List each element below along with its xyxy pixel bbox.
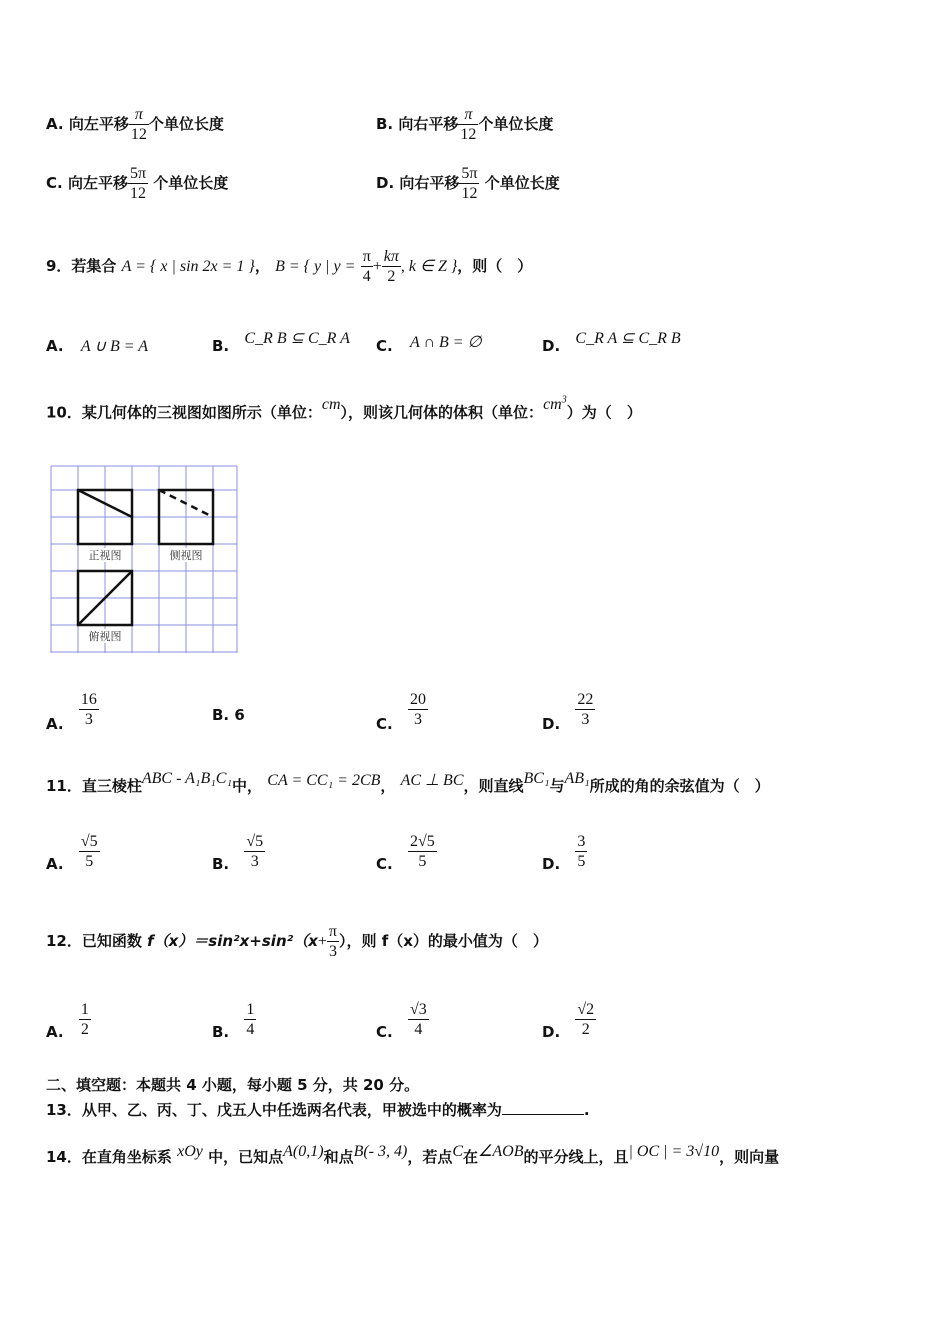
stem-text: ）为（ ） [566,403,642,422]
option-value: 6 [234,706,245,724]
q12-option-c [376,1000,429,1039]
point-a: A(0,1) [283,1143,324,1160]
three-view-grid [48,463,240,657]
fraction: $\frac{22}{3}$ [577,691,594,728]
stem-text: 14．在直角坐标系 [46,1148,172,1166]
option-text: 个单位长度 [478,115,554,133]
set-b-start: B = { y | y = [275,258,356,275]
fraction: $\frac{2√5}{5}$ [409,833,435,870]
answer-blank[interactable] [502,1100,584,1115]
option-label: B. [212,706,230,724]
coord-system: xOy [177,1143,203,1160]
fraction: $\frac{√5}{5}$ [80,833,98,870]
stem-text: 13．从甲、乙、丙、丁、戊五人中任选两名代表，甲被选中的概率为 [46,1101,502,1119]
option-label: A. [46,337,64,355]
q12-option-b [212,1000,256,1039]
option-label: C. [376,337,393,355]
front-view-label: 正视图 [88,549,122,562]
q12-stem [46,922,548,961]
stem-text: 12．已知函数 [46,932,142,950]
point-b: B(- 3, 4) [353,1143,408,1160]
option-label: D. [542,855,561,873]
fraction: $\frac{5\pi}{12}$ [461,165,478,202]
fraction: $\frac{3}{5}$ [577,833,586,870]
stem-text: 10．某几何体的三视图如图所示（单位： [46,403,322,422]
stem-text: ），则 f（x）的最小值为（ ） [338,932,548,950]
fraction: $\frac{√2}{2}$ [577,1001,595,1038]
section-heading: 二、填空题：本题共 4 小题，每小题 5 分，共 20 分。 [46,1076,420,1094]
option-label: C. [376,1023,393,1041]
stem-text: . [583,1101,590,1119]
line-ab1: AB₁ [564,770,590,787]
q10-stem [46,395,642,423]
q10-option-d [542,690,595,733]
option-expr: A ∩ B = ∅ [409,334,482,351]
option-label: A. [46,1023,64,1041]
stem-text: 中， [232,777,263,795]
stem-text: ），则该几何体的体积（单位： [340,403,544,422]
option-expr: A ∪ B = A [80,338,149,355]
option-label: D. [376,174,395,192]
unit: cm [321,396,341,414]
unit: cm [543,396,562,414]
option-text: 个单位长度 [484,174,560,192]
stem-text: 的平分线上，且 [523,1148,629,1166]
fraction: $\frac{√3}{4}$ [409,1001,427,1038]
point-c: C [452,1143,464,1160]
q12-option-a [46,1000,91,1039]
option-label: B. [212,855,230,873]
fraction: $\frac{5\pi}{12}$ [129,165,147,202]
option-label: B. [376,115,394,133]
q8-option-c [46,164,228,203]
fraction: $\frac{1}{4}$ [246,1001,255,1038]
fraction: $\frac{\pi}{3}$ [328,923,337,960]
option-label: A. [46,855,64,873]
option-label: D. [542,715,561,733]
stem-text: 和点 [323,1148,354,1166]
option-text: 向右平移 [399,174,460,192]
q11-option-b [212,832,265,871]
set-a: A = { x | sin 2x = 1 } [121,258,255,275]
q9-option-d [542,330,681,357]
stem-text: 中，已知点 [208,1148,284,1166]
option-label: C. [376,855,393,873]
fraction: $\frac{20}{3}$ [409,691,426,728]
plus-sign: + [317,933,327,950]
q13-stem [46,1100,590,1120]
fraction: $\frac{1}{2}$ [80,1001,89,1038]
stem-text: ，则直线 [463,777,524,795]
option-label: B. [212,1023,230,1041]
option-text: 向右平移 [398,115,459,133]
set-b-end: , k ∈ Z } [400,258,458,275]
option-label: B. [212,337,230,355]
option-text: 向左平移 [68,115,129,133]
punct: ， [380,777,396,795]
fraction: $\frac{\pi}{12}$ [130,106,147,143]
q10-option-a [46,690,99,733]
option-text: 个单位长度 [153,174,229,192]
norm-oc: | OC | = 3√10 [628,1143,720,1160]
fraction: $\frac{16}{3}$ [80,691,97,728]
stem-text: 11．直三棱柱 [46,777,142,795]
option-label: D. [542,337,561,355]
stem-text: 与 [549,777,565,795]
q11-stem [46,770,770,797]
three-view-figure [48,463,240,657]
option-expr: C_R B ⊆ C_R A [244,330,350,347]
q9-option-b [212,330,350,357]
fraction: $\frac{\pi}{12}$ [460,106,477,143]
plus-sign: + [372,258,382,275]
q9-option-c [376,336,482,357]
q11-option-c [376,832,437,871]
q8-option-a [46,105,224,144]
fraction: $\frac{k\pi}{2}$ [383,248,399,285]
q10-option-b [212,705,245,725]
q14-stem [46,1143,780,1168]
line-bc1: BC₁ [523,770,550,787]
prism-name: ABC - A₁B₁C₁ [141,770,233,787]
q8-option-b [376,105,553,144]
option-label: D. [542,1023,561,1041]
function-expr: f（x）＝sin²x+sin²（x [147,932,318,950]
option-text: 个单位长度 [148,115,224,133]
fraction: $\frac{√5}{3}$ [246,833,264,870]
option-label: C. [376,715,393,733]
side-view-label: 侧视图 [169,549,203,562]
option-text: 向左平移 [67,174,128,192]
stem-text: 所成的角的余弦值为（ ） [589,777,770,795]
q9-stem [46,247,532,286]
stem-text: ，则（ ） [457,257,533,275]
stem-text: 在 [463,1148,479,1166]
condition-1: CA = CC₁ = 2CB [267,772,381,789]
top-view-label: 俯视图 [88,630,122,643]
q12-option-d [542,1000,596,1039]
stem-text: ，则向量 [719,1148,780,1166]
q9-option-a [46,336,148,357]
condition-2: AC ⊥ BC [400,772,464,789]
stem-text: 9．若集合 [46,257,117,275]
punct: ， [254,257,270,275]
unit-exponent: 3 [561,395,567,406]
option-expr: C_R A ⊆ C_R B [575,330,681,347]
q10-option-c [376,690,428,733]
option-label: A. [46,715,64,733]
angle-aob: ∠AOB [478,1143,524,1160]
q8-option-d [376,164,560,203]
option-label: A. [46,115,64,133]
stem-text: ，若点 [407,1148,453,1166]
fraction: $\frac{\pi}{4}$ [362,248,371,285]
q11-option-d [542,832,587,871]
option-label: C. [46,174,63,192]
q11-option-a [46,832,100,871]
